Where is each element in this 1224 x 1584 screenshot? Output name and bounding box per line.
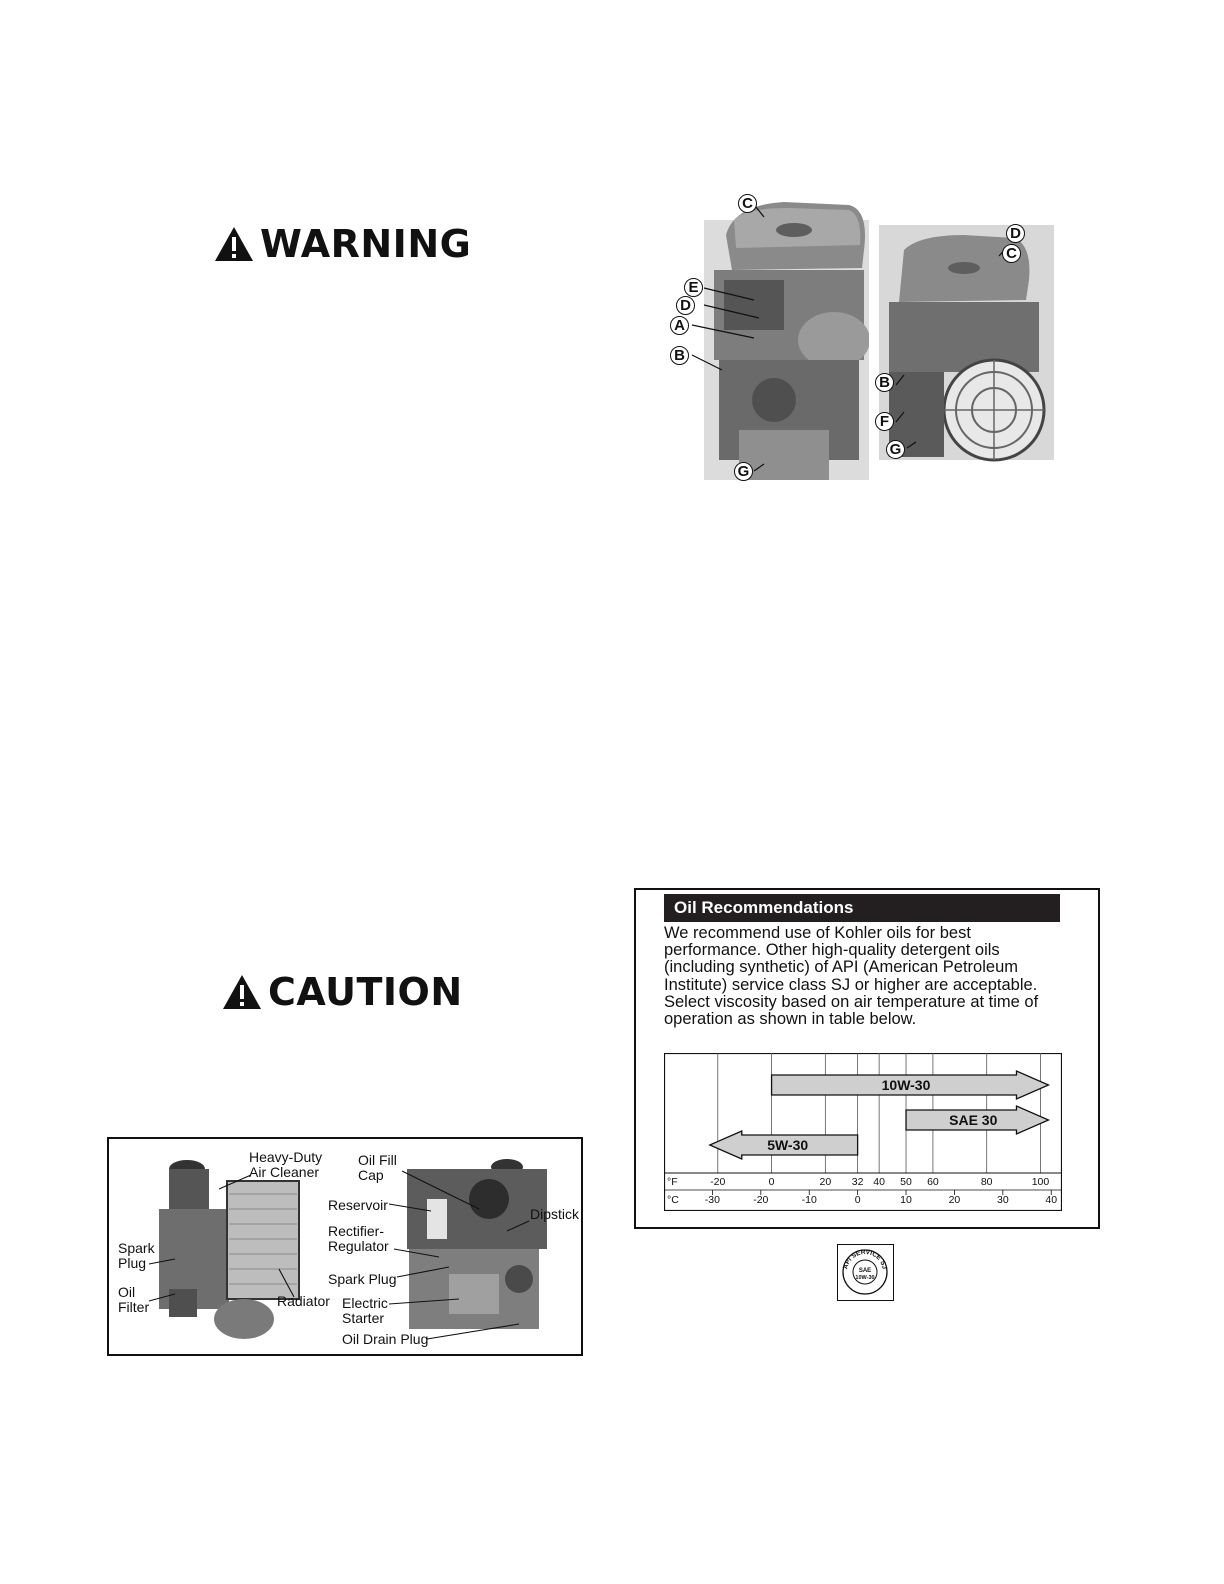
callout-left-d: D bbox=[676, 296, 695, 315]
tick-f-5: 50 bbox=[900, 1176, 912, 1188]
tick-c-6: 30 bbox=[996, 1194, 1009, 1206]
tick-c-1: -20 bbox=[753, 1194, 769, 1206]
callout-left-g: G bbox=[734, 462, 753, 481]
api-seal-icon bbox=[838, 1245, 892, 1299]
api-seal-bottom-text: 10W-30 bbox=[855, 1275, 875, 1281]
tick-c-4: 10 bbox=[900, 1194, 912, 1206]
label-spark-plug-right: Spark Plug bbox=[328, 1271, 397, 1287]
api-seal-mid-text: SAE bbox=[858, 1268, 872, 1274]
label-reservoir: Reservoir bbox=[328, 1197, 388, 1213]
callout-left-a: A bbox=[670, 316, 689, 335]
api-seal-top-text: API SERVICE SJ bbox=[842, 1248, 888, 1270]
label-oil-fill-cap: Oil Fill Cap bbox=[358, 1152, 397, 1183]
unit-f-label: °F bbox=[667, 1176, 678, 1188]
tick-f-8: 100 bbox=[1031, 1176, 1050, 1188]
tick-c-7: 40 bbox=[1045, 1194, 1058, 1206]
label-oil-filter: Oil Filter bbox=[118, 1284, 150, 1315]
oil-recommendations-title: Oil Recommendations bbox=[664, 894, 1060, 922]
api-service-seal bbox=[837, 1244, 894, 1301]
tick-f-0: -20 bbox=[710, 1176, 726, 1188]
liquid-cooled-engine-figure bbox=[107, 1137, 583, 1356]
callout-left-c: C bbox=[738, 194, 757, 213]
label-oil-drain-plug: Oil Drain Plug bbox=[342, 1331, 429, 1347]
callout-left-b: B bbox=[670, 346, 689, 365]
label-electric-starter: Electric Starter bbox=[342, 1295, 388, 1326]
tick-c-2: -10 bbox=[801, 1194, 817, 1206]
tick-f-1: 0 bbox=[768, 1176, 775, 1188]
callout-right-b: B bbox=[875, 373, 894, 392]
label-dipstick: Dipstick bbox=[530, 1206, 580, 1222]
label-radiator: Radiator bbox=[277, 1293, 330, 1309]
caution-label: CAUTION bbox=[268, 970, 463, 1014]
label-heavy-duty-air-cleaner: Heavy-Duty Air Cleaner bbox=[249, 1149, 323, 1180]
label-spark-plug-left: Spark Plug bbox=[118, 1240, 155, 1271]
oil-recommendations-text: We recommend use of Kohler oils for best performance. Other high-quality detergent oils (including synthetic) of API (American Petroleum Institute) service class SJ or higher are acceptable. Select viscosity based on air temperature at time of operation as shown in table below. bbox=[664, 924, 1039, 1029]
oil-range-label-1: SAE 30 bbox=[949, 1112, 998, 1128]
tick-c-0: -30 bbox=[704, 1194, 720, 1206]
oil-recommendations-box bbox=[634, 888, 1100, 1229]
unit-c-label: °C bbox=[667, 1194, 679, 1206]
callout-left-e: E bbox=[684, 278, 703, 297]
callout-right-f: F bbox=[875, 412, 894, 431]
tick-f-3: 32 bbox=[851, 1176, 864, 1188]
warning-header bbox=[214, 222, 471, 266]
caution-triangle-icon bbox=[222, 974, 262, 1010]
engine-callout-figure bbox=[664, 190, 1084, 490]
tick-c-3: 0 bbox=[854, 1194, 861, 1206]
tick-f-4: 40 bbox=[873, 1176, 885, 1188]
warning-triangle-icon bbox=[214, 226, 254, 262]
callout-right-c: C bbox=[1002, 244, 1021, 263]
callout-right-d: D bbox=[1006, 224, 1025, 243]
callout-right-g: G bbox=[886, 440, 905, 459]
tick-f-7: 80 bbox=[980, 1176, 993, 1188]
oil-range-label-0: 10W-30 bbox=[881, 1077, 931, 1093]
label-rectifier-regulator: Rectifier- Regulator bbox=[328, 1223, 389, 1254]
warning-label: WARNING bbox=[260, 222, 472, 266]
oil-viscosity-chart bbox=[664, 1053, 1062, 1211]
tick-c-5: 20 bbox=[948, 1194, 961, 1206]
oil-range-label-2: 5W-30 bbox=[767, 1137, 809, 1153]
caution-header bbox=[222, 970, 463, 1014]
tick-f-2: 20 bbox=[819, 1176, 832, 1188]
tick-f-6: 60 bbox=[927, 1176, 939, 1188]
